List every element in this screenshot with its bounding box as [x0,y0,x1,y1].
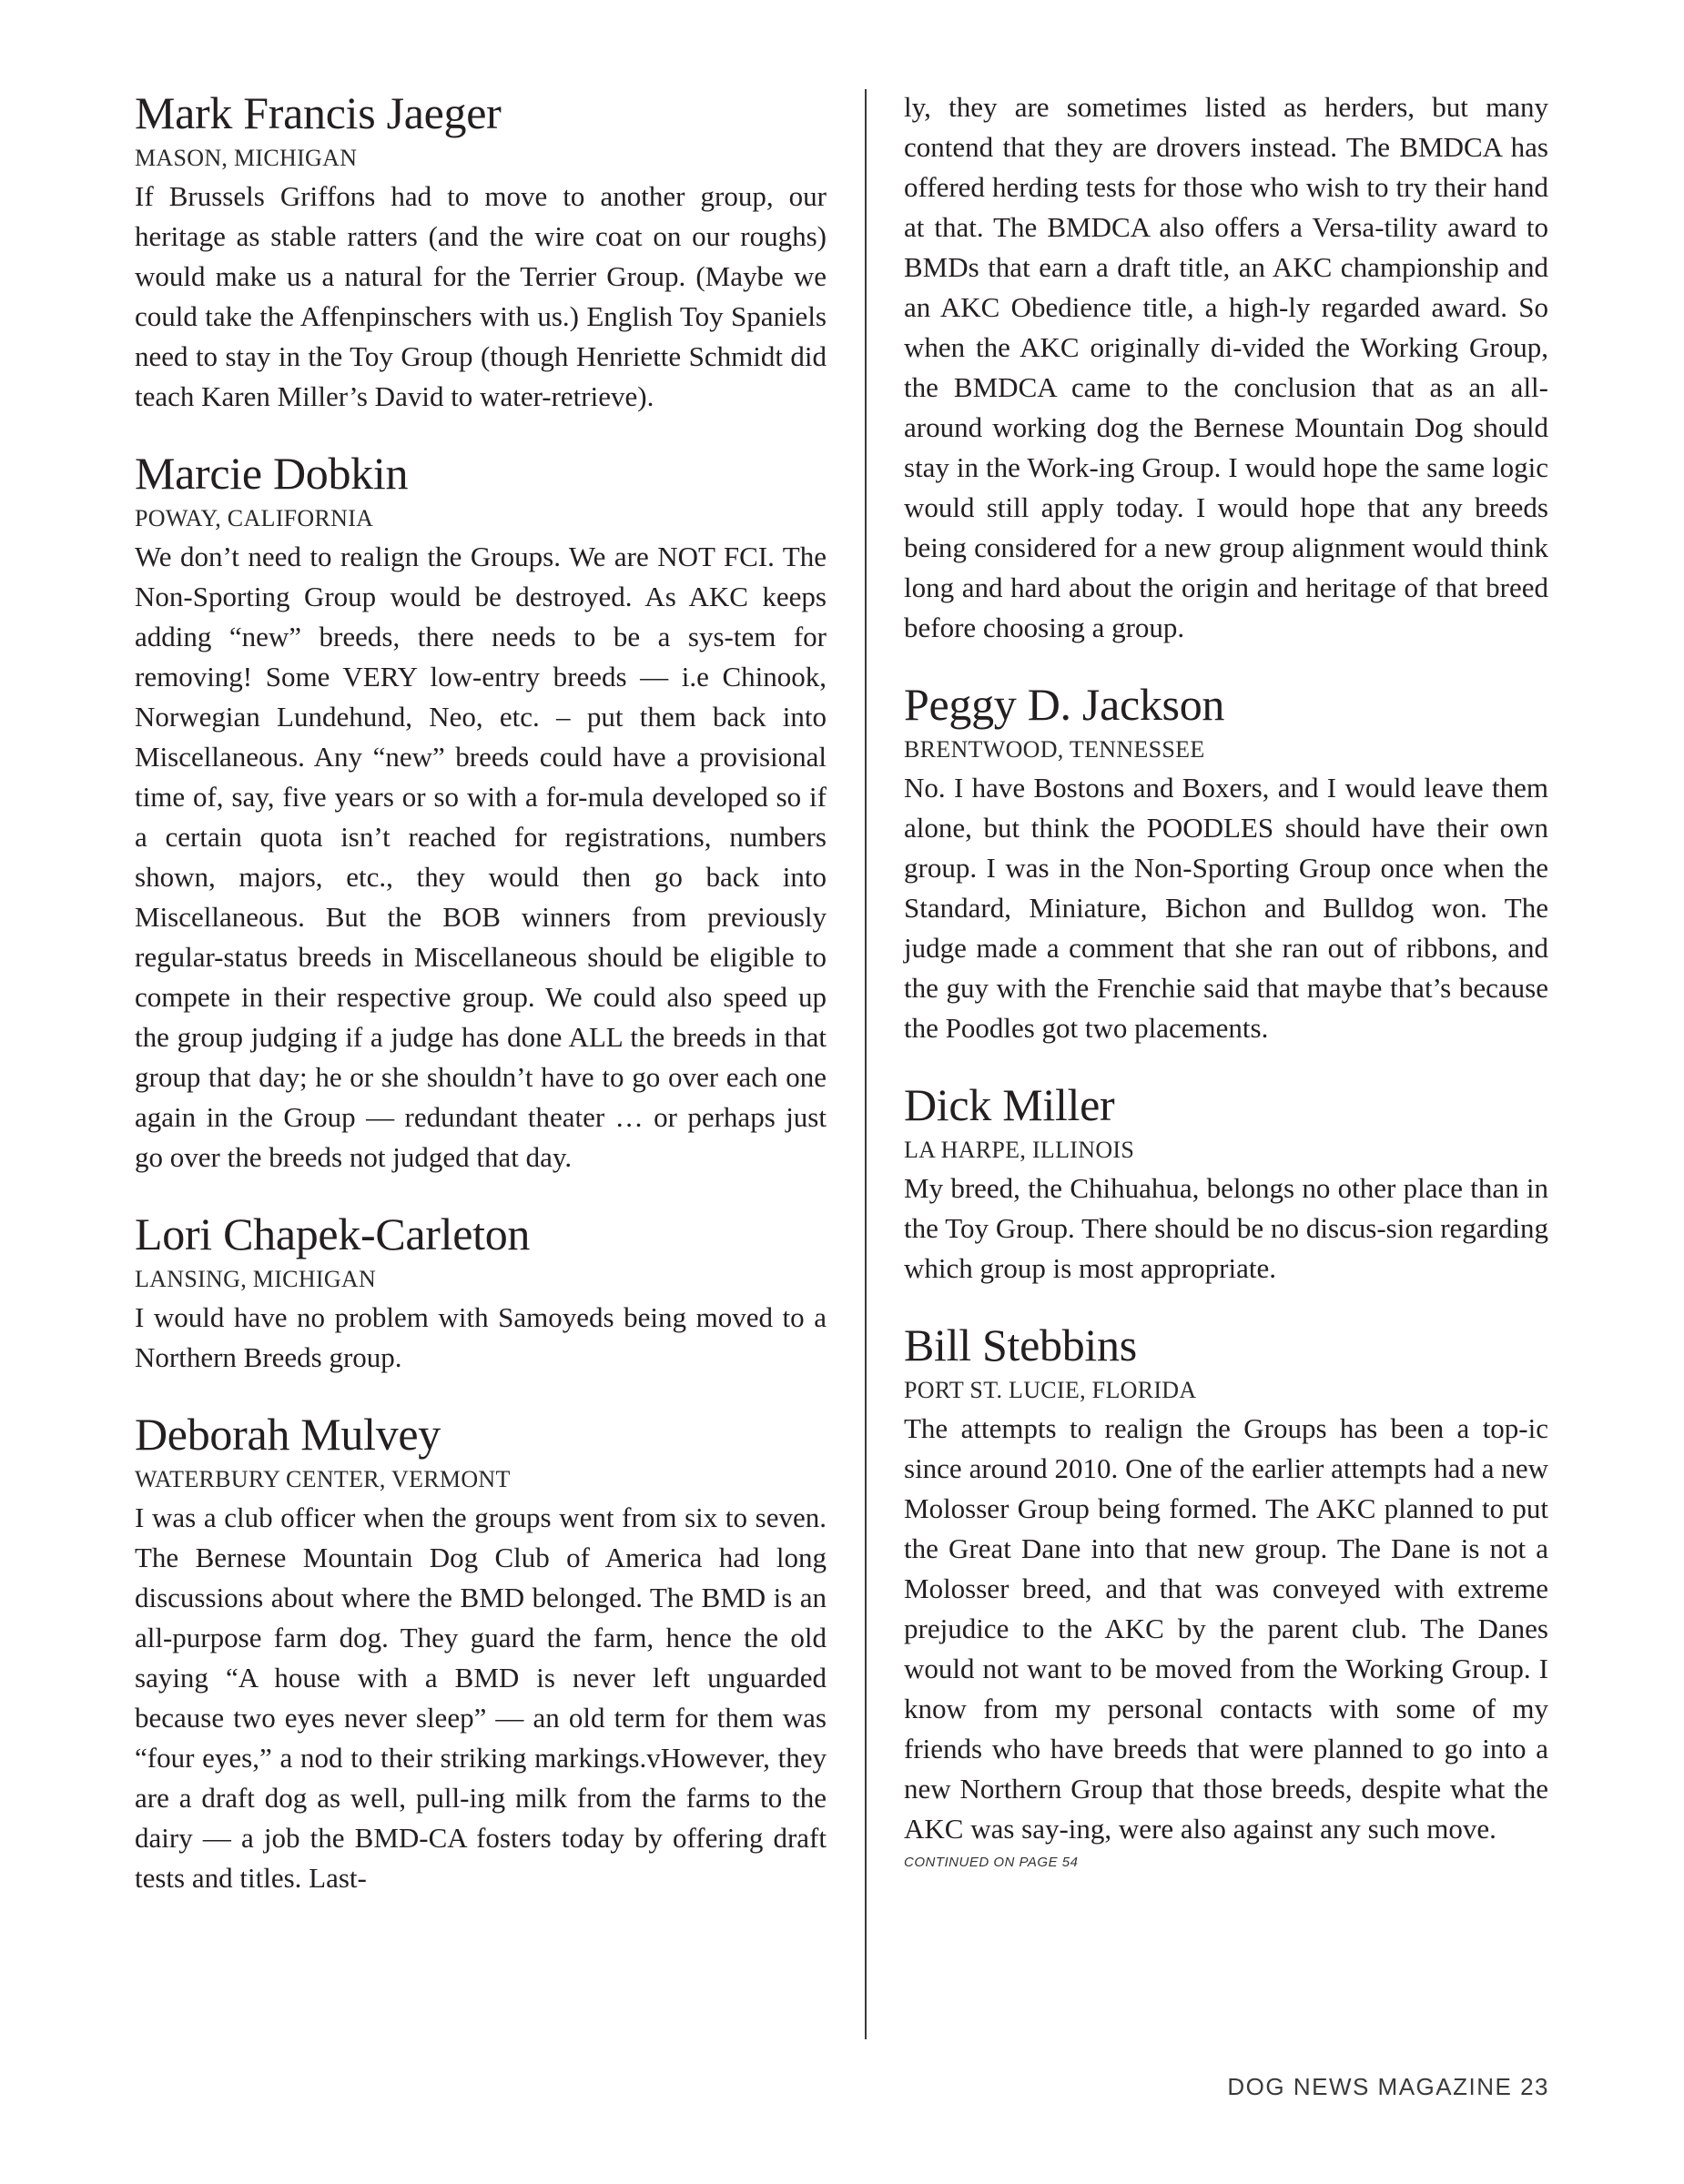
letter-entry [904,1320,1548,1870]
right-column [904,87,1548,1870]
letter-text: If Brussels Griffons had to move to another group, our heritage as stable ratters (and the wire coat on our roughs) would make us a natural for the Terrier Group. (Maybe we could take the Affenpinschers with us.) English Toy Spaniels need to stay in the Toy Group (though Henriette Schmidt did teach Karen Miller’s David to water-retrieve). [135,180,827,412]
author-name: Peggy D. Jackson [904,679,1225,730]
letter-text: The attempts to realign the Groups has been a top-ic since around 2010. One of the earlier attempts had a new Molosser Group being formed. The AKC planned to put the Great Dane into that new group. The Dane is not a Molosser breed, and that was conveyed with extreme prejudice to the AKC by the parent club. The Danes would not want to be moved from the Working Group. I know from my personal contacts with some of my friends who have breeds that were planned to go into a new Northern Group that those breeds, despite what the AKC was say-ing, were also against any such move. [904,1412,1548,1845]
author-location: LANSING, MICHIGAN [135,1266,377,1292]
letter-entry [904,1079,1548,1289]
continued-letter-text: ly, they are sometimes listed as herders, but many contend that they are drovers instead. The BMDCA has offered herding tests for those who wish to try their hand at that. The BMDCA also offers a Versa-tility award to BMDs that earn a draft title, an AKC championship and an AKC Obedience title, a high-ly regarded award. So when the AKC originally di-vided the Working Group, the BMDCA came to the conclusion that as an all-around working dog the Bernese Mountain Dog should stay in the Work-ing Group. I would hope the same logic would still apply today. I would hope that any breeds being considered for a new group alignment would think long and hard about the origin and heritage of that breed before choosing a group. [904,91,1548,643]
letter-text: I would have no problem with Samoyeds being moved to a Northern Breeds group. [135,1301,827,1373]
author-name: Bill Stebbins [904,1320,1137,1370]
letter-entry [135,1409,827,1898]
letter-text: I was a club officer when the groups went from six to seven. The Bernese Mountain Dog Club of America had long discussions about where the BMD belonged. The BMD is an all-purpose farm dog. They guard the farm, hence the old saying “A house with a BMD is never left unguarded because two eyes never sleep” — an old term for them was “four eyes,” a nod to their striking markings.vHowever, they are a draft dog as well, pull-ing milk from the farms to the dairy — a job the BMD-CA fosters today by offering draft tests and titles. Last- [135,1502,827,1894]
column-divider [865,89,867,2039]
author-location: POWAY, CALIFORNIA [135,505,374,531]
letter-entry [904,679,1548,1048]
author-location: WATERBURY CENTER, VERMONT [135,1466,511,1492]
author-name: Lori Chapek-Carleton [135,1208,531,1259]
author-location: LA HARPE, ILLINOIS [904,1137,1135,1163]
letter-text: No. I have Bostons and Boxers, and I would leave them alone, but think the POODLES should have their own group. I was in the Non-Sporting Group once when the Standard, Miniature, Bichon and Bulldog won. The judge made a comment that she ran out of ribbons, and the guy with the Frenchie said that maybe that’s because the Poodles got two placements. [904,772,1548,1044]
letter-entry [135,448,827,1178]
author-name: Deborah Mulvey [135,1409,441,1460]
letter-text: My breed, the Chihuahua, belongs no other place than in the Toy Group. There should be no discus-sion regarding which group is most appropriate. [904,1172,1548,1284]
letter-text: We don’t need to realign the Groups. We are NOT FCI. The Non-Sporting Group would be destroyed. As AKC keeps adding “new” breeds, there needs to be a sys-tem for removing! Some VERY low-entry breeds — i.e Chinook, Norwegian Lundehund, Neo, etc. – put them back into Miscellaneous. Any “new” breeds could have a provisional time of, say, five years or so with a for-mula developed so if a certain quota isn’t reached for registrations, numbers shown, majors, etc., they would then go back into Miscellaneous. But the BOB winners from previously regular-status breeds in Miscellaneous should be eligible to compete in their respective group. We could also speed up the group judging if a judge has done ALL the breeds in that group that day; he or she shouldn’t have to go over each one again in the Group — redundant theater … or perhaps just go over the breeds not judged that day. [135,541,827,1173]
continued-on-page-link[interactable]: CONTINUED ON PAGE 54 [904,1855,1079,1870]
author-name: Dick Miller [904,1079,1115,1130]
letter-entry [135,87,827,417]
author-name: Marcie Dobkin [135,448,409,499]
page-footer: DOG NEWS MAGAZINE 23 [1227,2073,1549,2100]
letter-entry [135,1208,827,1378]
left-column [135,87,827,1929]
author-name: Mark Francis Jaeger [135,87,502,138]
author-location: MASON, MICHIGAN [135,145,358,171]
author-location: PORT ST. LUCIE, FLORIDA [904,1377,1197,1403]
author-location: BRENTWOOD, TENNESSEE [904,736,1205,763]
